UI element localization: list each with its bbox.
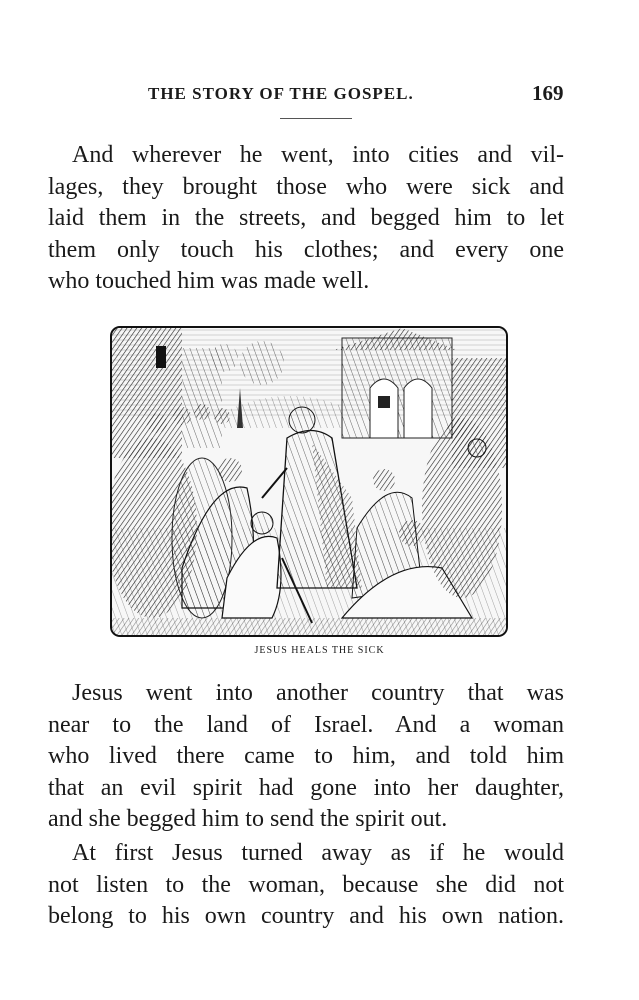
text-line: who touched him was made well. <box>48 268 370 294</box>
text-line: that an evil spirit had gone into her daughter, <box>48 774 564 801</box>
engraving-drawing <box>112 328 506 635</box>
text-line: laid them in the streets, and begged him to let <box>48 205 564 231</box>
text-line: At first Jesus turned away as if he would <box>72 840 564 866</box>
text-line: near to the land of Israel. And a woman <box>48 711 564 738</box>
text-line: who lived there came to him, and told him <box>48 743 564 769</box>
text-line: belong to his own country and his own nation. <box>48 903 564 929</box>
paragraph-2 <box>48 678 564 836</box>
text-line: Jesus went into another country that was <box>72 680 564 706</box>
paragraph-3 <box>48 838 564 933</box>
page-number: 169 <box>532 81 564 105</box>
text-line: And wherever he went, into cities and vil- <box>72 142 564 168</box>
text-line: and she begged him to send the spirit out. <box>48 806 448 832</box>
text-line: lages, they brought those who were sick and <box>48 173 564 200</box>
header-rule <box>280 118 352 119</box>
page-header <box>0 81 639 110</box>
running-title: THE STORY OF THE GOSPEL. <box>148 84 414 103</box>
text-line: them only touch his clothes; and every one <box>48 236 564 263</box>
illustration-caption: JESUS HEALS THE SICK <box>254 645 385 656</box>
text-line: not listen to the woman, because she did not <box>48 871 564 898</box>
engraving-illustration <box>110 326 508 637</box>
paragraph-1 <box>48 140 564 298</box>
